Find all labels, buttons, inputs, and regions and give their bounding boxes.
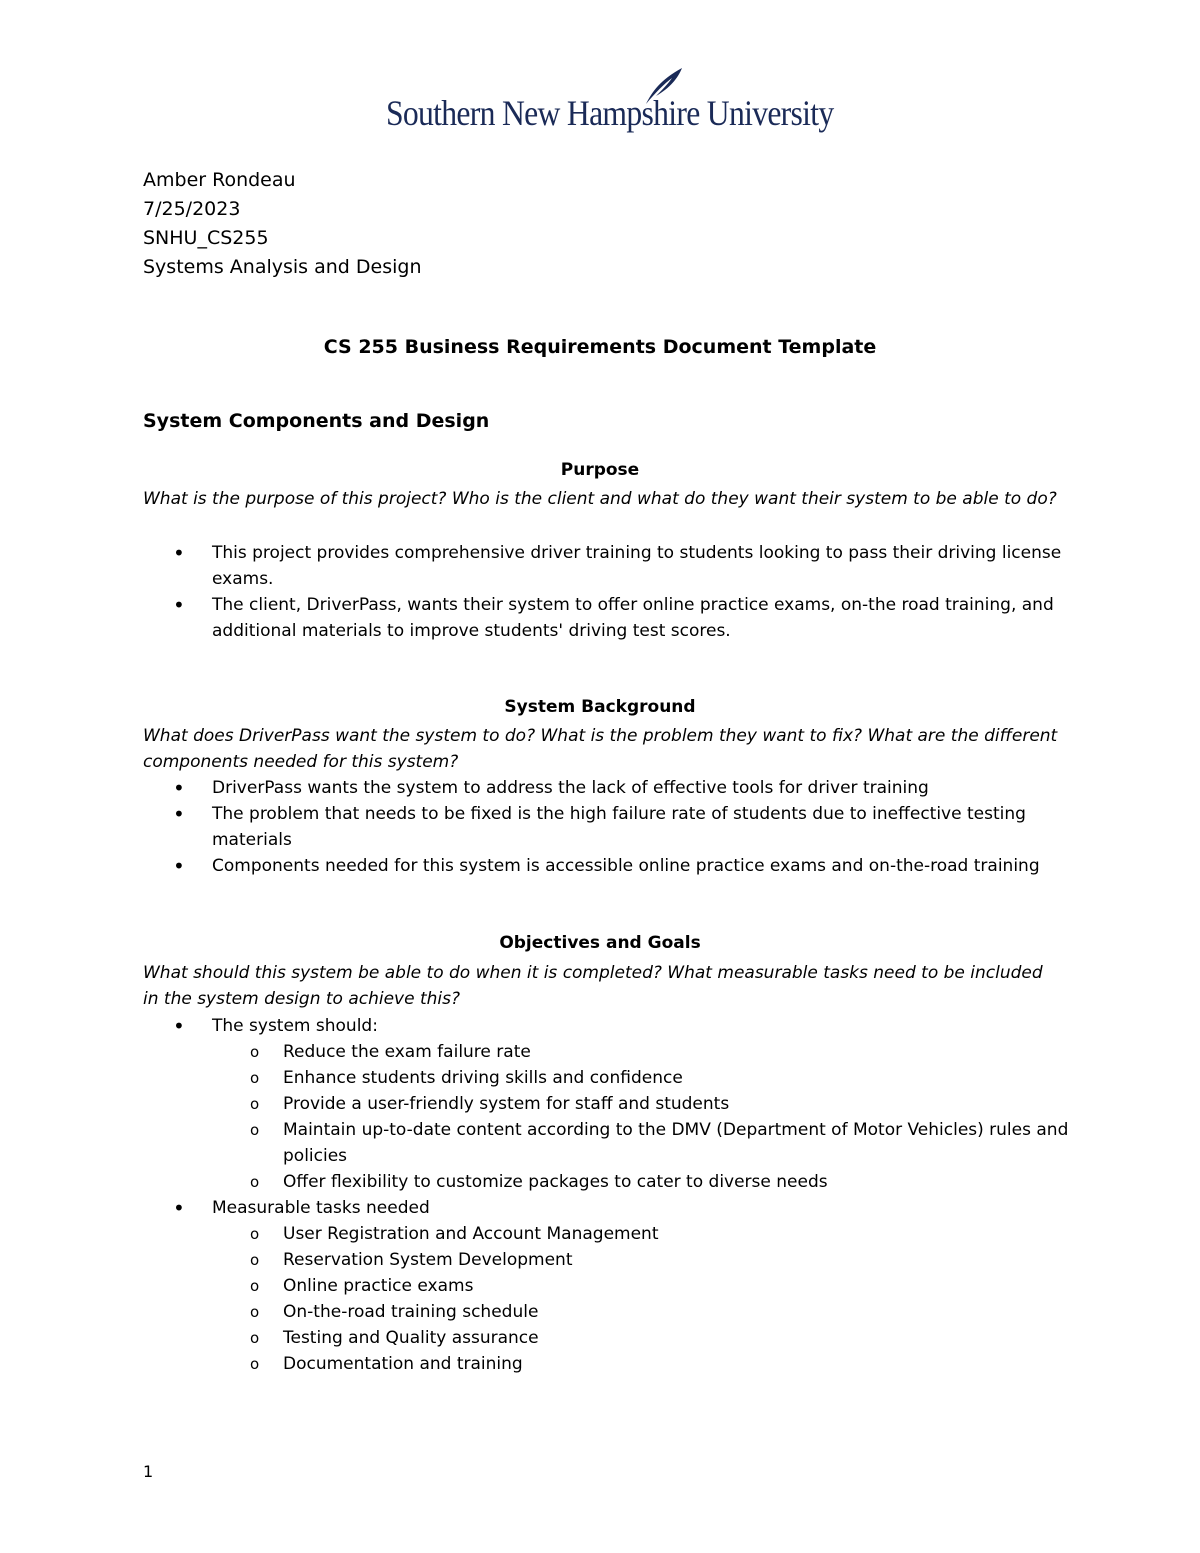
sub-list-item: o Reduce the exam failure rate xyxy=(212,1039,1073,1065)
background-question: What does DriverPass want the system to do? What is the problem they want to fix? What are the different components needed for this system? xyxy=(143,726,1058,772)
objectives-question: What should this system be able to do when it is completed? What measurable tasks need to be included in the system design to achieve this? xyxy=(143,963,1043,1009)
section-heading: System Components and Design xyxy=(143,410,490,432)
page-number: 1 xyxy=(143,1462,154,1481)
sub-list-item: o Maintain up-to-date content according to the DMV (Department of Motor Vehicles) rules and policies xyxy=(212,1117,1073,1169)
list-item: • Components needed for this system is accessible online practice exams and on-the-road training xyxy=(143,853,1073,879)
sub-list-item: o Documentation and training xyxy=(212,1351,1073,1377)
purpose-bullets xyxy=(143,540,1073,644)
sub-list-item: o Online practice exams xyxy=(212,1273,1073,1299)
list-item: • The client, DriverPass, wants their system to offer online practice exams, on-the road training, and additional materials to improve students' driving test scores. xyxy=(143,592,1073,644)
sub-list xyxy=(212,1221,1073,1377)
list-item: • DriverPass wants the system to address the lack of effective tools for driver training xyxy=(143,775,1073,801)
sub-list-item: o Reservation System Development xyxy=(212,1247,1073,1273)
objectives-heading: Objectives and Goals xyxy=(499,933,701,953)
list-item: • This project provides comprehensive driver training to students looking to pass their driving license exams. xyxy=(143,540,1073,592)
sub-list-item: o Provide a user-friendly system for staff and students xyxy=(212,1091,1073,1117)
document-date: 7/25/2023 xyxy=(143,198,241,220)
objectives-bullets xyxy=(143,1013,1073,1377)
list-item xyxy=(143,1013,1073,1195)
sub-list-item: o Enhance students driving skills and confidence xyxy=(212,1065,1073,1091)
course-code: SNHU_CS255 xyxy=(143,227,269,249)
sub-list xyxy=(212,1039,1073,1195)
sub-list-item: o Offer flexibility to customize packages to cater to diverse needs xyxy=(212,1169,1073,1195)
list-item: • The problem that needs to be fixed is the high failure rate of students due to ineffective testing materials xyxy=(143,801,1073,853)
group-label: Measurable tasks needed xyxy=(212,1198,430,1218)
logo-text: Southern New Hampshire University xyxy=(386,93,834,133)
sub-list-item: o User Registration and Account Management xyxy=(212,1221,1073,1247)
university-logo xyxy=(386,66,834,138)
background-bullets xyxy=(143,775,1073,879)
author-name: Amber Rondeau xyxy=(143,169,296,191)
purpose-heading: Purpose xyxy=(560,460,640,480)
list-item xyxy=(143,1195,1073,1377)
group-label: The system should: xyxy=(212,1016,378,1036)
background-heading: System Background xyxy=(504,697,696,717)
course-title: Systems Analysis and Design xyxy=(143,256,422,278)
purpose-question: What is the purpose of this project? Who is the client and what do they want their system to be able to do? xyxy=(143,489,1057,509)
sub-list-item: o Testing and Quality assurance xyxy=(212,1325,1073,1351)
document-title: CS 255 Business Requirements Document Template xyxy=(323,336,877,358)
sub-list-item: o On-the-road training schedule xyxy=(212,1299,1073,1325)
